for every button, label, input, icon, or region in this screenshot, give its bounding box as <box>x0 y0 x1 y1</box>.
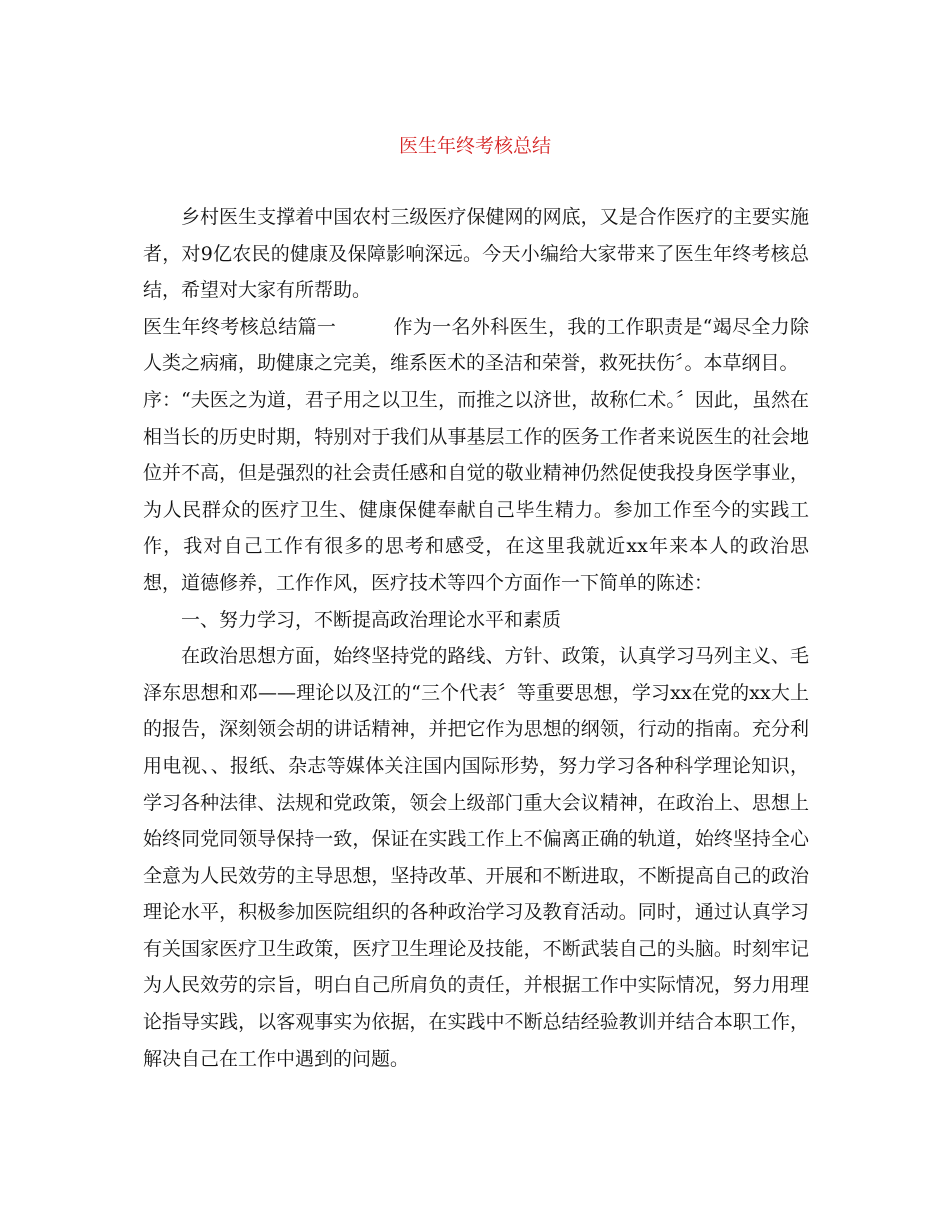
section-intro: 作为一名外科医生，我的工作职责是“竭尽全力除人类之病痛，助健康之完美，维系医术的圣洁和荣誉，救死扶伤〞。本草纲目。 <box>143 315 809 375</box>
heading-1: 一、努力学习，不断提高政治理论水平和素质 <box>181 608 562 631</box>
body-paragraph-1: 在政治思想方面，始终坚持党的路线、方针、政策，认真学习马列主义、毛泽东思想和邓——理论以及江的“三个代表〞等重要思想，学习xx在党的xx大上的报告，深刻领会胡的讲话精神，并把它作为思想的纲领，行动的指南。充分利用电视、、报纸、杂志等媒体关注国内国际形势，努力学习各种科学理论知识，学习各种法律、法规和党政策，领会上级部门重大会议精神，在政治上、思想上始终同党同领导保持一致，保证在实践工作上不偏离正确的轨道，始终坚持全心全意为人民效劳的主导思想，坚持改革、开展和不断进取，不断提高自己的政治理论水平，积极参加医院组织的各种政治学习及教育活动。同时，通过认真学习有关国家医疗卫生政策，医疗卫生理论及技能，不断武装自己的头脑。时刻牢记为人民效劳的宗旨，明白自己所肩负的责任，并根据工作中实际情况，努力用理论指导实践，以客观事实为依据，在实践中不断总结经验教训并结合本职工作，解决自己在工作中遇到的问题。 <box>143 645 809 1070</box>
preface-paragraph: 序：“夫医之为道，君子用之以卫生，而推之以济世，故称仁术。〞因此，虽然在相当长的历史时期，特别对于我们从事基层工作的医务工作者来说医生的社会地位并不高，但是强烈的社会责任感和自觉的敬业精神仍然促使我投身医学事业，为人民群众的医疗卫生、健康保健奉献自己毕生精力。参加工作至今的实践工作，我对自己工作有很多的思考和感受，在这里我就近xx年来本人的政治思想，道德修养，工作作风，医疗技术等四个方面作一下简单的陈述： <box>143 388 809 594</box>
document-body <box>143 199 809 1077</box>
intro-paragraph: 乡村医生支撑着中国农村三级医疗保健网的网底，又是合作医疗的主要实施者，对9亿农民的健康及保障影响深远。今天小编给大家带来了医生年终考核总结，希望对大家有所帮助。 <box>143 206 809 302</box>
document-title: 医生年终考核总结 <box>398 135 551 157</box>
section-paragraph <box>143 309 809 382</box>
section-label: 医生年终考核总结篇一 <box>143 315 337 338</box>
